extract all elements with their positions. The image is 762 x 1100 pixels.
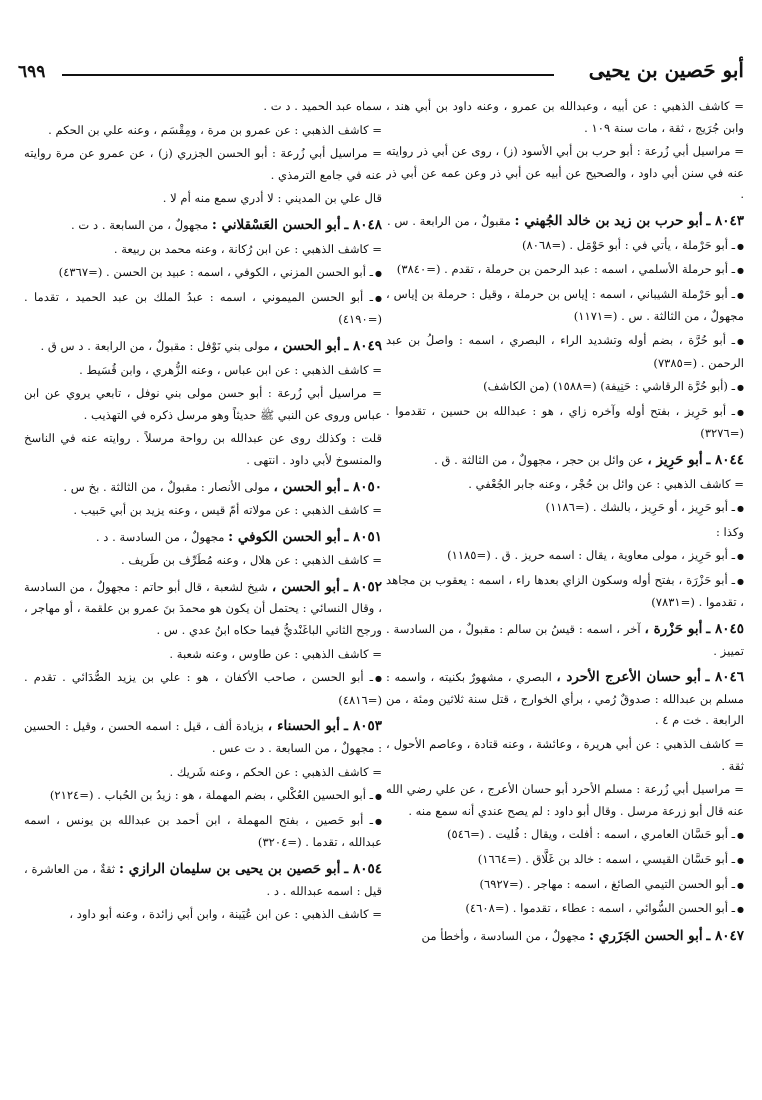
paragraph	[386, 141, 744, 206]
item-text: ـ أبو الحسن ، صاحب الأكفان ، هو : علي بن يزيد الصُّدَائي . تقدم . (=٤٨١٦)	[24, 670, 382, 707]
entry-text: مولى الأنصار : مقبولٌ ، من الثالثة . بخ س .	[63, 479, 270, 494]
entry-number: ٨٠٤٤ ـ	[706, 451, 744, 468]
paragraph-text: = مراسيل أبي زُرعة : أبو حسن مولى بني نوفل ، تابعي يروي عن ابن عباس وروى عن النبي ﷺ حديثاً وهو مرسل ذكره في التهذيب .	[24, 386, 382, 422]
entry-name: أبو الحسن الجَزَري :	[589, 927, 703, 944]
cross-reference-item	[386, 874, 744, 897]
entry-name: أبو الحسن ،	[271, 578, 340, 595]
cross-reference-item	[386, 545, 744, 568]
cross-reference-item	[386, 259, 744, 282]
paragraph	[386, 474, 744, 496]
cross-reference-item	[386, 898, 744, 921]
paragraph-text: سماه عبد الحميد . د ت .	[263, 99, 382, 113]
entry-name: أبو حَصين بن يحيى بن سليمان الرازي :	[118, 861, 341, 877]
right-column	[386, 96, 744, 1086]
paragraph	[386, 779, 744, 822]
paragraph	[24, 762, 382, 784]
paragraph-text: = مراسيل أبي زُرعة : أبو الحسن الجزري (ز) ، عن عمرو عن مرة روايته عنه في جامع الترمذي .	[24, 146, 382, 182]
bullet-icon: ●	[737, 383, 744, 393]
cross-reference-item	[386, 824, 744, 847]
page-header	[18, 58, 744, 90]
bullet-icon: ●	[375, 674, 382, 684]
entry-text: مولى بني نَوْفل : مقبولٌ ، من الرابعة . د س ق .	[40, 338, 270, 353]
entry-name: أبو الحسناء ،	[267, 718, 340, 735]
paragraph	[386, 734, 744, 777]
paragraph	[386, 522, 744, 544]
entry-name: أبو الحسن ،	[273, 478, 341, 495]
item-text: ـ أبو حَرِيز ، أو حَرِيز ، بالشك . (=١١٨٦)	[545, 500, 735, 515]
entry-text: بزيادة ألف ، قيل : اسمه الحسن ، وقيل : الحسين : مجهولٌ ، من السابعة . د ت عس .	[24, 719, 382, 756]
item-text: ـ أبو الحسن الميموني ، اسمه : عبدُ الملك بن عبد الحميد ، تقدما . (=٤١٩٠)	[24, 289, 382, 327]
cross-reference-item	[24, 287, 382, 331]
entry-name: أبو حَرِيز ،	[647, 451, 703, 468]
biography-entry	[24, 527, 382, 549]
paragraph-text: = كاشف الذهبي : عن هلال ، وعنه مُطَرِّف بن طَريف .	[121, 553, 382, 568]
paragraph	[24, 383, 382, 426]
item-text: ـ أبو حَسَّان القيسي ، اسمه : خالد بن غَلَّاق . (=١٦٦٤)	[477, 852, 735, 866]
bullet-icon: ●	[737, 266, 744, 276]
entry-name: أبو الحسن الكوفي :	[228, 528, 341, 545]
paragraph	[24, 96, 382, 118]
item-text: ـ أبو حَرِيز ، بفتح أوله وآخره زاي ، هو : عبدالله بن حسين ، تقدموا . (=٣٢٧٦)	[386, 403, 744, 441]
paragraph-text: = كاشف الذهبي : عن ابن عُيَينة ، وابن أبي زائدة ، وعنه أبو داود ،	[69, 907, 382, 922]
paragraph-text: = كاشف الذهبي : عن طاوس ، وعنه شعبة .	[169, 646, 382, 661]
biography-entry	[386, 619, 744, 662]
entry-number: ٨٠٥٢ ـ	[343, 578, 382, 595]
running-title: أبو حَصين بن يحيى	[588, 58, 744, 82]
item-text: ـ أبو حَرْملة ، يأتي في : أبو حَوْمَل . (=٨٠٦٨)	[522, 237, 735, 252]
header-rule	[62, 74, 554, 76]
paragraph-text: = كاشف الذهبي : عن مولاته أمّ قيس ، وعنه يزيد بن أبي حَبيب .	[73, 503, 382, 518]
entry-name: أبو الحسن العَسْقلاني :	[211, 216, 341, 233]
entry-name: أبو حسان الأعرج الأحرد ،	[556, 669, 701, 686]
biography-entry	[24, 336, 382, 358]
paragraph-text: = كاشف الذهبي : عن أبيه ، وعبدالله بن عمرو ، وعنه داود بن أبي هند ، وابن جُرَيج ، ثقة ، مات سنة ١٠٩ .	[386, 99, 744, 135]
cross-reference-item	[24, 785, 382, 808]
paragraph-text: وكذا :	[715, 524, 744, 539]
cross-reference-item	[24, 262, 382, 285]
entry-number: ٨٠٤٥ ـ	[706, 621, 744, 638]
paragraph-text: قال علي بن المديني : لا أدري سمع منه أم لا .	[162, 191, 382, 206]
paragraph-text: = مراسيل أبي زُرعة : أبو حرب بن أبي الأسود (ز) ، روى عن أبي ذر روايته عنه في سنن أبي داود ، والصحيح عن أبيه عن أبي ذر وعن عمه عن أبي ذر .	[386, 144, 744, 202]
paragraph	[24, 904, 382, 926]
biography-entry	[386, 926, 744, 948]
bullet-icon: ●	[737, 290, 744, 300]
entry-text: مجهولٌ ، من السادسة . د .	[95, 529, 225, 544]
item-text: ـ أبو حَرْملة الشيباني ، اسمه : إياس بن حرملة ، وقيل : حرملة بن إياس ، مجهولٌ ، من الثالثة . س . (=١١٧١)	[386, 286, 744, 324]
paragraph	[24, 360, 382, 382]
entry-number: ٨٠٤٩ ـ	[344, 337, 382, 354]
item-text: ـ أبو حَزْرَة ، بفتح أوله وسكون الزاي بعدها راء ، اسمه : يعقوب بن مجاهد ، تقدموا . (=٧٨٣١)	[386, 572, 744, 610]
item-text: ـ أبو الحسن المزني ، الكوفي ، اسمه : عبيد بن الحسن . (=٤٣٦٧)	[58, 265, 373, 280]
cross-reference-item	[386, 497, 744, 520]
item-text: ـ أبو الحسين العُكْلي ، بضم المهملة ، هو : زيدُ بن الحُباب . (=٢١٢٤)	[49, 788, 373, 803]
entry-number: ٨٠٤٨ ـ	[344, 216, 382, 233]
biography-entry	[24, 716, 382, 759]
paragraph	[24, 644, 382, 666]
paragraph-text: = كاشف الذهبي : عن ابن رُكانة ، وعنه محمد بن ربيعة .	[113, 241, 382, 256]
item-text: ـ (أبو حُرَّة الرقاشي : حَنِيفة) (=١٥٨٨) (من الكاشف)	[483, 379, 735, 394]
biography-entry	[24, 577, 382, 642]
cross-reference-item	[386, 849, 744, 872]
entry-text: شيخ لشعبة ، قال أبو حاتم : مجهولٌ ، من السادسة ، وقال النسائي : يحتمل أن يكون هو محمدَ بنَ عمرو بن علقمة ، أو مهاجر ، ورجح الثاني الباغَنْديُّ فيما حكاه ابنُ عدي . س .	[24, 579, 382, 638]
paragraph-text: = كاشف الذهبي : عن وائل بن حُجْر ، وعنه جابر الجُعْفي .	[468, 476, 744, 491]
bullet-icon: ●	[737, 856, 744, 865]
biography-entry	[24, 859, 382, 902]
biography-entry	[386, 211, 744, 233]
biography-entry	[24, 477, 382, 499]
item-text: ـ أبو حَرِيز ، مولى معاوية ، يقال : اسمه حريز . ق . (=١١٨٥)	[447, 548, 735, 563]
cross-reference-item	[24, 810, 382, 854]
paragraph-text: = كاشف الذهبي : عن الحكم ، وعنه شَريك .	[169, 764, 382, 779]
entry-number: ٨٠٥٤ ـ	[344, 861, 382, 877]
cross-reference-item	[24, 667, 382, 711]
cross-reference-item	[386, 570, 744, 614]
item-text: ـ أبو حَسَّان العامري ، اسمه : أفلت ، ويقال : فُليت . (=٥٤٦)	[446, 827, 735, 842]
bullet-icon: ●	[737, 576, 744, 586]
item-text: ـ أبو الحسن التيمي الصائغ ، اسمه : مهاجر . (=٦٩٢٧)	[479, 876, 735, 891]
paragraph-text: = مراسيل أبي زُرعة : مسلم الأحرد أبو حسان الأعرج ، عن علي رضي الله عنه قال أبو زرعة مرسل . وقال أبو داود : لم يصح عندي أنه سمع منه .	[386, 782, 744, 818]
paragraph-text: = كاشف الذهبي : عن عمرو بن مرة ، ومِقْسَم ، وعنه علي بن الحكم .	[48, 122, 382, 137]
entry-number: ٨٠٤٧ ـ	[706, 927, 744, 944]
paragraph	[24, 550, 382, 572]
entry-text: آخر ، اسمه : قيسُ بن سالم : مقبولٌ ، من السادسة . تمييز .	[386, 622, 744, 658]
item-text: ـ أبو حرملة الأسلمي ، اسمه : عبد الرحمن بن حرملة ، تقدم . (=٣٨٤٠)	[396, 262, 735, 277]
item-text: ـ أبو الحسن السُّوائي ، اسمه : عطاء ، تقدموا . (=٤٦٠٨)	[465, 901, 735, 916]
bullet-icon: ●	[375, 269, 382, 279]
entry-name: أبو حرب بن زيد بن خالد الجُهني :	[514, 212, 703, 229]
entry-name: أبو الحسن ،	[273, 337, 341, 354]
bullet-icon: ●	[737, 407, 744, 417]
paragraph	[24, 120, 382, 142]
paragraph-text: = كاشف الذهبي : عن ابن عباس ، وعنه الزُّهري ، وابن قُسَيط .	[79, 362, 382, 377]
bullet-icon: ●	[737, 552, 744, 562]
bullet-icon: ●	[737, 336, 744, 346]
cross-reference-item	[386, 401, 744, 445]
paragraph	[24, 188, 382, 210]
paragraph-text: = كاشف الذهبي : عن أبي هريرة ، وعائشة ، وعنه قتادة ، وعاصم الأحول ، ثقة .	[386, 737, 744, 773]
entry-text: مقبولٌ ، من الرابعة . س .	[387, 213, 511, 228]
paragraph	[386, 96, 744, 139]
cross-reference-item	[386, 330, 744, 374]
entry-number: ٨٠٤٣ ـ	[706, 212, 744, 229]
bullet-icon: ●	[737, 831, 744, 841]
entry-number: ٨٠٥٣ ـ	[343, 718, 382, 735]
bullet-icon: ●	[375, 293, 382, 303]
paragraph	[24, 500, 382, 522]
biography-entry	[386, 450, 744, 472]
bullet-icon: ●	[737, 880, 744, 890]
entry-text: مجهولٌ ، من السابعة . د ت .	[71, 217, 209, 232]
item-text: ـ أبو حُرَّة ، بضم أوله وتشديد الراء ، البصري ، اسمه : واصلُ بن عبد الرحمن . (=٧٣٨٥)	[386, 332, 744, 370]
cross-reference-item	[386, 376, 744, 399]
bullet-icon: ●	[737, 504, 744, 514]
biography-entry	[24, 215, 382, 237]
entry-text: البصري ، مشهورٌ بكنيته ، واسمه : مسلم بن عبدالله : صدوقٌ رُمي ، برأي الخوارج ، قتل سنة ثلاثين ومئة ، من الرابعة . خت م ٤ .	[386, 670, 744, 728]
paragraph-text: قلت : وكذلك روى عن عبدالله بن رواحة مرسلاً . روايته عنه في الناسخ والمنسوخ لأبي داود . انتهى .	[24, 431, 382, 467]
bullet-icon: ●	[737, 905, 744, 915]
paragraph	[24, 239, 382, 261]
entry-number: ٨٠٤٦ ـ	[705, 669, 744, 686]
entry-text: عن وائل بن حجر ، مجهولٌ ، من الثالثة . ق .	[434, 452, 644, 467]
left-column	[24, 96, 382, 1086]
bullet-icon: ●	[375, 792, 382, 802]
item-text: ـ أبو حَصين ، بفتح المهملة ، ابن أحمد بن عبدالله بن يونس ، اسمه عبدالله ، تقدما . (=٣٢٠٤)	[24, 812, 382, 850]
bullet-icon: ●	[375, 816, 382, 826]
bullet-icon: ●	[737, 241, 744, 251]
entry-number: ٨٠٥٠ ـ	[344, 478, 382, 495]
page-number: ٦٩٩	[18, 62, 46, 82]
paragraph	[24, 143, 382, 186]
cross-reference-item	[386, 235, 744, 258]
entry-name: أبو حَزْرة ،	[644, 621, 703, 638]
biography-entry	[386, 667, 744, 732]
entry-text: ثقةٌ ، من العاشرة ، قيل : اسمه عبدالله . د .	[24, 862, 382, 898]
entry-text: مجهولٌ ، من السادسة ، وأخطأ من	[421, 928, 586, 943]
cross-reference-item	[386, 284, 744, 328]
paragraph	[24, 428, 382, 471]
entry-number: ٨٠٥١ ـ	[344, 528, 382, 545]
